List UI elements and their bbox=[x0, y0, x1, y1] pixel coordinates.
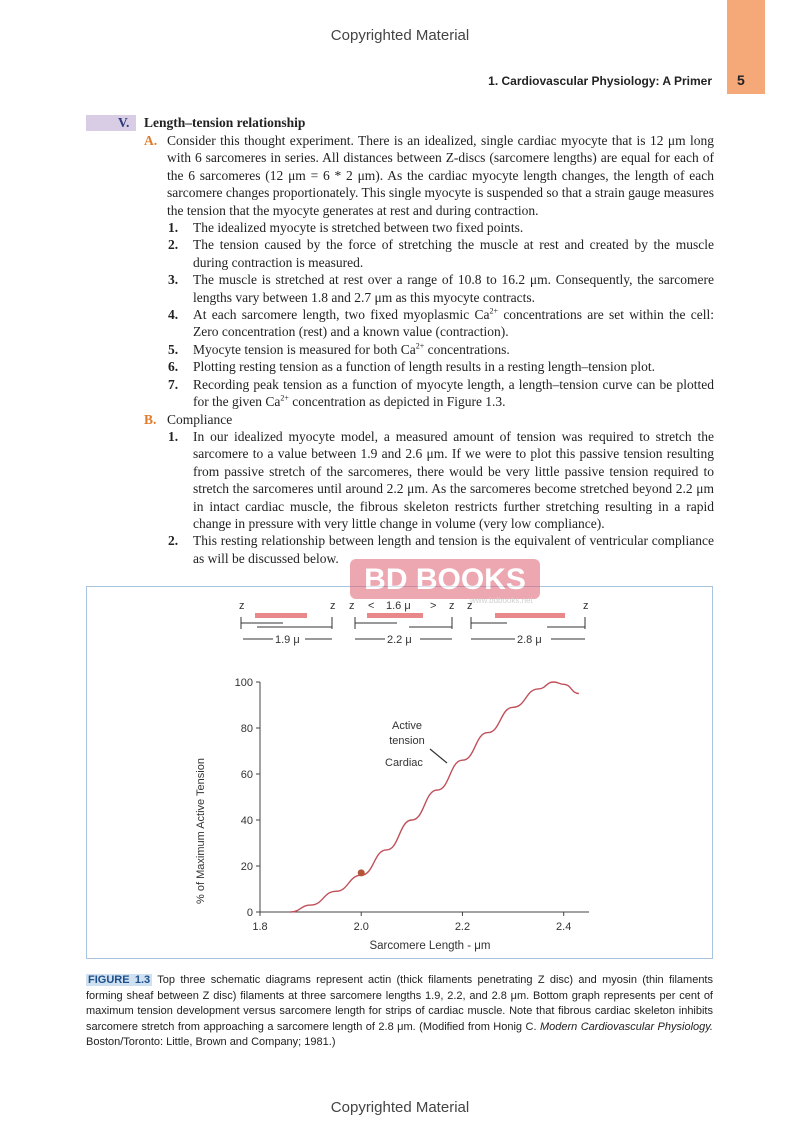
item-a-label: A. bbox=[144, 133, 158, 148]
z-label: z bbox=[467, 600, 473, 612]
sub-text: The tension caused by the force of stretching the muscle at rest and created by the muscle during contraction is measured. bbox=[193, 237, 714, 270]
sub-text: concentrations. bbox=[424, 341, 510, 357]
superscript: 2+ bbox=[489, 306, 499, 316]
running-head: 1. Cardiovascular Physiology: A Primer bbox=[488, 74, 712, 88]
caption-label: FIGURE 1.3 bbox=[88, 974, 151, 986]
item-b bbox=[144, 411, 714, 428]
annotation-tension: tension bbox=[389, 735, 425, 747]
watermark-text: BD BOOKS bbox=[364, 563, 526, 596]
item-a-sub-4 bbox=[168, 306, 714, 341]
sub-text: This resting relationship between length and tension is the equivalent of ventricular compliance as will be discussed below. bbox=[193, 533, 714, 566]
figure-svg bbox=[87, 587, 711, 957]
x-tick-label: 2.4 bbox=[556, 921, 572, 933]
sub-number: 2. bbox=[168, 237, 179, 253]
thick-filament bbox=[255, 613, 307, 618]
x-tick-label: 1.8 bbox=[252, 921, 268, 933]
y-tick-label: 80 bbox=[240, 723, 253, 735]
sarcomere-schematics bbox=[239, 600, 589, 646]
sub-text: The idealized myocyte is stretched between two fixed points. bbox=[193, 220, 524, 236]
caption-text: Top three schematic diagrams represent actin (thick filaments penetrating Z disc) and myosin (thin filaments forming sheaf between Z disc) filaments at three sarcomere lengths 1.9, 2.2, and 2.8 μm. Bottom graph represents per cent of maximum tension development versus sarcomere length for strips of cardiac muscle. Note that fibrous cardiac skeleton inhibits sarcomere stretch from approaching a sarcomere length of 2.8 μm. (Modified from Honig C. bbox=[86, 974, 713, 1033]
sub-text: The muscle is stretched at rest over a range of 10.8 to 16.2 μm. Consequently, the sarcomere lengths vary between 1.8 and 2.7 μm as this myocyte contracts. bbox=[193, 272, 714, 305]
watermark-url: www.bdbooks.net bbox=[470, 596, 533, 605]
y-tick-label: 60 bbox=[240, 769, 253, 781]
item-b-title: Compliance bbox=[167, 411, 233, 427]
caption-source-title: Modern Cardiovascular Physiology. bbox=[539, 1020, 713, 1033]
thick-filament bbox=[495, 613, 565, 618]
body-text bbox=[144, 132, 714, 567]
y-tick-label: 0 bbox=[246, 907, 253, 919]
arrow-left-label: < bbox=[368, 600, 375, 612]
arrow-right-label: > bbox=[430, 600, 437, 612]
annotation-leader-line bbox=[430, 749, 447, 763]
copyright-notice-bottom: Copyrighted Material bbox=[330, 1099, 470, 1116]
watermark-logo bbox=[350, 553, 540, 605]
sub-number: 1. bbox=[168, 428, 179, 444]
y-tick-label: 40 bbox=[240, 815, 253, 827]
sub-text: At each sarcomere length, two fixed myoplasmic Ca bbox=[193, 307, 490, 323]
x-tick-label: 2.2 bbox=[454, 921, 471, 933]
item-a-sub-7 bbox=[168, 376, 714, 411]
length-tension-chart bbox=[195, 677, 589, 952]
item-a-sub-1 bbox=[168, 219, 714, 236]
superscript: 2+ bbox=[415, 341, 425, 351]
data-point-marker bbox=[358, 869, 365, 876]
thick-filament bbox=[367, 613, 423, 618]
y-tick-label: 20 bbox=[240, 861, 253, 873]
sub-text: Recording peak tension as a function of myocyte length, a length–tension curve can be plotted for the given Ca bbox=[193, 376, 714, 410]
section-numeral: V. bbox=[118, 115, 130, 130]
length-label-top: 1.6 μ bbox=[386, 600, 411, 612]
annotation-cardiac: Cardiac bbox=[385, 757, 423, 769]
figure-box bbox=[86, 563, 713, 959]
page-tab bbox=[727, 0, 765, 94]
superscript: 2+ bbox=[280, 393, 289, 403]
sub-number: 1. bbox=[168, 220, 179, 236]
sub-number: 4. bbox=[168, 307, 179, 323]
item-b-label: B. bbox=[144, 411, 157, 427]
series-line-cardiac bbox=[290, 682, 579, 912]
item-b-sub-1 bbox=[168, 428, 714, 532]
length-label: 1.9 μ bbox=[275, 634, 300, 646]
sub-number: 7. bbox=[168, 376, 179, 392]
item-a-sub-5 bbox=[168, 341, 714, 358]
sub-text: concentration as depicted in Figure 1.3. bbox=[288, 394, 506, 410]
copyright-notice-top: Copyrighted Material bbox=[330, 27, 470, 44]
annotation-active: Active bbox=[392, 720, 422, 732]
sub-text: Myocyte tension is measured for both Ca bbox=[193, 341, 416, 357]
z-label: z bbox=[239, 600, 245, 612]
sub-number: 2. bbox=[168, 533, 179, 549]
sub-number: 5. bbox=[168, 341, 179, 357]
item-a-text: Consider this thought experiment. There is an idealized, single cardiac myocyte that is 12 μm long with 6 sarcomeres in series. All distances between Z-discs (sarcomere lengths) are equal for each of the 6 sarcomeres (12 μm = 6 * 2 μm). As the cardiac myocyte length changes, the length of each sarcomere changes proportionately. This single myocyte is suspended so that a strain gauge measures the tension that the myocyte generates at rest and during contraction. bbox=[167, 133, 714, 218]
sub-text: concentrations are set within the cell: Zero concentration (rest) and a known value (contraction). bbox=[193, 307, 714, 340]
length-label: 2.8 μ bbox=[517, 634, 542, 646]
z-label: z bbox=[330, 600, 336, 612]
x-axis-title: Sarcomere Length - μm bbox=[369, 940, 491, 952]
section-title: Length–tension relationship bbox=[144, 115, 306, 130]
sub-number: 3. bbox=[168, 272, 179, 288]
z-label: z bbox=[583, 600, 589, 612]
caption-source-rest: Boston/Toronto: Little, Brown and Company; 1981.) bbox=[86, 1036, 336, 1048]
y-tick-label: 100 bbox=[234, 677, 253, 689]
page-number: 5 bbox=[737, 72, 745, 88]
x-tick-label: 2.0 bbox=[353, 921, 369, 933]
sub-number: 6. bbox=[168, 359, 179, 375]
figure-caption bbox=[86, 973, 713, 1051]
sub-text: In our idealized myocyte model, a measured amount of tension was required to stretch the sarcomere to a value between 1.9 and 2.6 μm. If we were to plot this passive tension resulting from passive stretch of the sarcomeres, there would be very little passive tension required to stretch the sarcomeres until around 2.2 μm. As the sarcomeres become stretched beyond 2.2 μm in intact cardiac muscle, the fibrous skeleton restricts further stretching resulting in a rapid change in pressure with very little change in volume (very low compliance). bbox=[193, 428, 714, 531]
sub-text: Plotting resting tension as a function of length results in a resting length–tension plot. bbox=[193, 359, 655, 375]
item-a-sub-6 bbox=[168, 358, 714, 375]
length-label: 2.2 μ bbox=[387, 634, 412, 646]
z-label: z bbox=[349, 600, 355, 612]
y-axis-title: % of Maximum Active Tension bbox=[195, 758, 207, 904]
z-label: z bbox=[449, 600, 455, 612]
item-a bbox=[144, 132, 714, 219]
item-a-sub-3 bbox=[168, 271, 714, 306]
item-a-sub-2 bbox=[168, 236, 714, 271]
